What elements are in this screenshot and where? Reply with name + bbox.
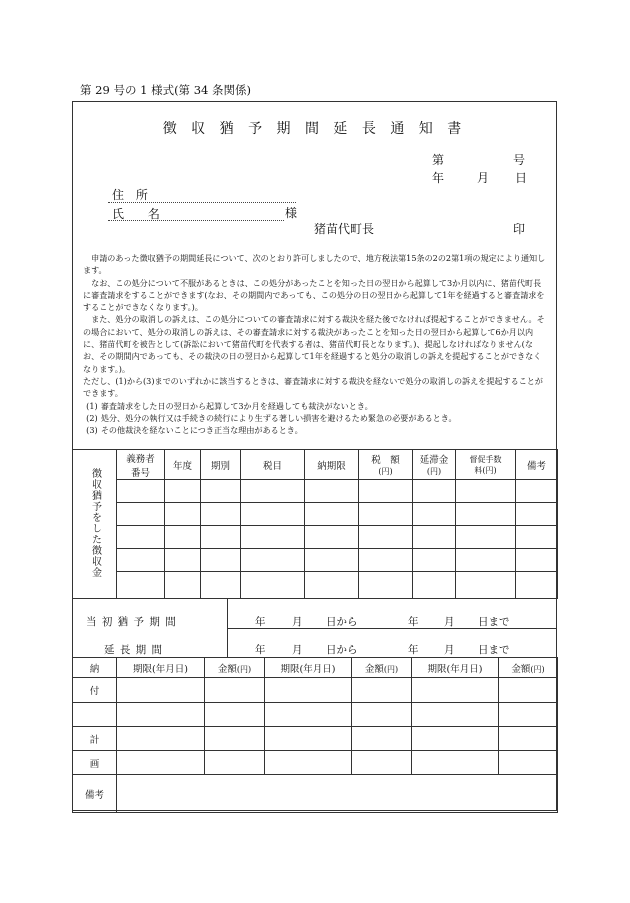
period-block [72, 599, 557, 657]
plan-amount-header: 金額(円) [205, 658, 265, 678]
table-row [73, 703, 558, 727]
extended-to-year: 年 [408, 644, 419, 656]
initial-from-year: 年 [255, 616, 266, 628]
header-year: 年度 [165, 450, 201, 480]
honorific: 様 [285, 206, 298, 220]
header-dun-fee: 督促手数 料(円) [456, 450, 516, 480]
initial-to-day: 日まで [478, 616, 510, 628]
name-label: 氏 名 [112, 207, 170, 221]
paragraph-4: ただし、(1)から(3)までのいずれかに該当するときは、審査請求に対する裁決を経ないで処分の取消しの訴えを提起することができます。 [83, 375, 543, 399]
address-label: 住 所 [112, 188, 152, 202]
table-row [73, 572, 558, 599]
extended-to-day: 日まで [478, 644, 510, 656]
plan-side-char: 納 [73, 658, 117, 678]
remarks-label: 備考 [73, 775, 117, 813]
header-obligor: 義務者 番号 [117, 450, 165, 480]
table-row [73, 751, 558, 775]
header-amount: 税 額 (円) [359, 450, 413, 480]
table-row [73, 678, 558, 703]
table-row [73, 503, 558, 526]
notice-body [83, 252, 549, 436]
header-remarks: 備考 [516, 450, 558, 480]
plan-amount-header: 金額(円) [499, 658, 558, 678]
header-due: 納期限 [305, 450, 359, 480]
tax-side-label: 徴収猶予をした徴収金 [73, 450, 117, 599]
remarks-field[interactable] [117, 775, 558, 813]
initial-to-month: 月 [444, 616, 455, 628]
plan-side-char [73, 703, 117, 727]
initial-period-label: 当 初 猶 予 期 間 [86, 616, 177, 628]
table-row [73, 526, 558, 549]
list-item: (1) 審査請求をした日の翌日から起算して3か月を経過しても裁決がないとき。 [86, 400, 373, 411]
header-tax-item: 税目 [241, 450, 305, 480]
table-row [73, 727, 558, 751]
seal-mark: 印 [513, 222, 526, 236]
plan-side-char: 画 [73, 751, 117, 775]
extended-from-month: 月 [292, 644, 303, 656]
table-row [73, 480, 558, 503]
number-prefix: 第 [432, 153, 445, 167]
name-line[interactable] [108, 219, 284, 221]
tax-table [72, 449, 558, 599]
paragraph-1: 申請のあった徴収猶予の期間延長について、次のとおり許可しましたので、地方税法第15条の2の2第1項の規定により通知します。 [83, 253, 546, 276]
year-label: 年 [432, 171, 445, 185]
paragraph-3: また、処分の取消しの訴えは、この処分についての審査請求に対する裁決を経た後でなければ提起することができません。その場合において、処分の取消しの訴えは、その審査請求に対する裁決があったことを知った日の翌日から起算して6か月以内に、猪苗代町を被告として(訴訟において猪苗代町を代表する者は、猪苗代町長となります。)、提起しなければなりません(なお、その期間内であっても、その裁決の日の翌日から起算して1年を経過すると処分の取消しの訴えを提起することができなくなります。)。 [83, 314, 545, 374]
header-period: 期別 [201, 450, 241, 480]
initial-to-year: 年 [408, 616, 419, 628]
document-title: 徴 収 猶 予 期 間 延 長 通 知 書 [162, 121, 467, 137]
extended-to-month: 月 [444, 644, 455, 656]
payment-plan-table [72, 657, 558, 813]
initial-from-day: 日から [326, 616, 358, 628]
day-label: 日 [515, 171, 528, 185]
issuer-name: 猪苗代町長 [314, 222, 375, 236]
paragraph-2: なお、この処分について不服があるときは、この処分があったことを知った日の翌日から起算して3か月以内に、猪苗代町長に審査請求をすることができます(なお、その期間内であっても、この処分の日の翌日から起算して1年を経過すると審査請求をすることができなくなります。)。 [83, 277, 545, 313]
extended-from-year: 年 [255, 644, 266, 656]
header-late-fee: 延滞金 (円) [413, 450, 456, 480]
plan-amount-header: 金額(円) [352, 658, 412, 678]
number-suffix: 号 [513, 153, 526, 167]
extended-from-day: 日から [326, 644, 358, 656]
form-caption: 第 29 号の 1 様式(第 34 条関係) [80, 83, 251, 97]
month-label: 月 [477, 171, 490, 185]
list-item: (2) 処分、処分の執行又は手続きの続行により生ずる著しい損害を避けるため緊急の必要があるとき。 [86, 412, 457, 423]
address-line[interactable] [108, 201, 296, 203]
plan-deadline-header: 期限(年月日) [412, 658, 499, 678]
plan-deadline-header: 期限(年月日) [265, 658, 352, 678]
extended-period-label: 延 長 期 間 [104, 644, 164, 656]
table-row [73, 549, 558, 572]
initial-from-month: 月 [292, 616, 303, 628]
plan-side-char: 計 [73, 727, 117, 751]
plan-deadline-header: 期限(年月日) [117, 658, 205, 678]
list-item: (3) その他裁決を経ないことにつき正当な理由があるとき。 [86, 425, 303, 436]
plan-side-char: 付 [73, 678, 117, 703]
